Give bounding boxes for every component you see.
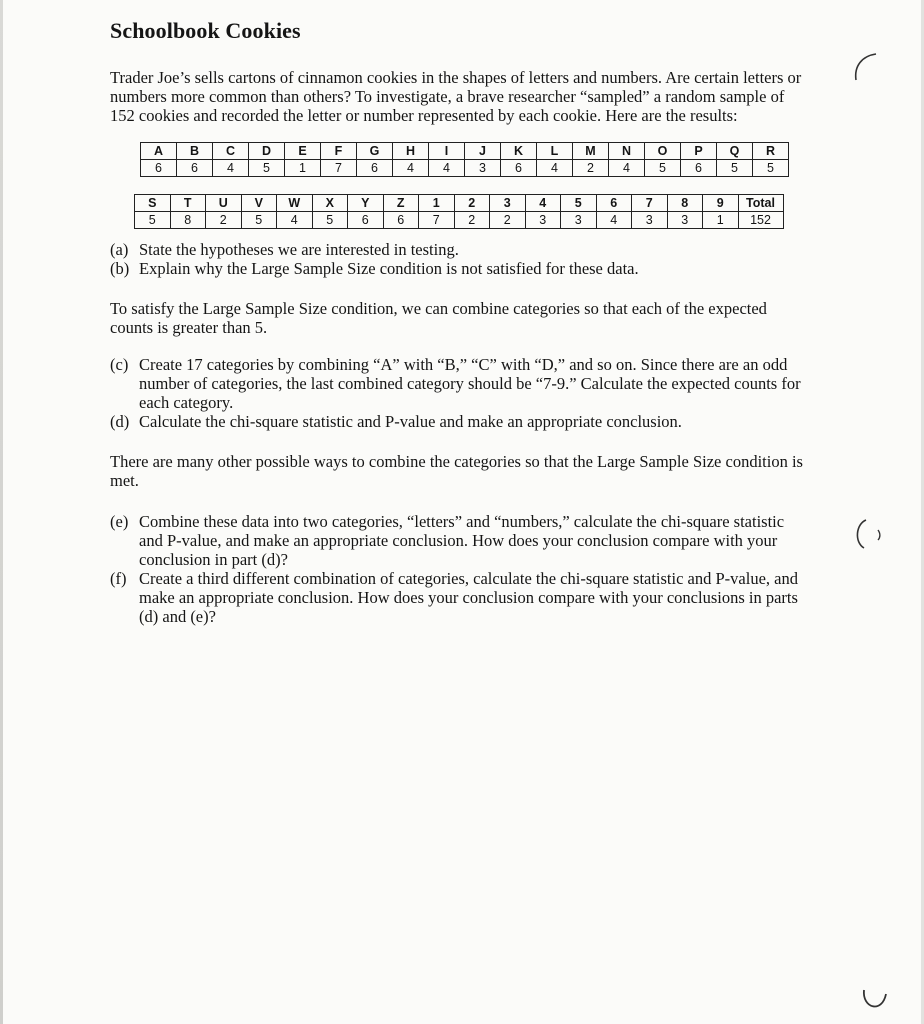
table-value-cell: 3 xyxy=(525,212,561,229)
table-value-cell: 5 xyxy=(312,212,348,229)
question-d xyxy=(110,412,810,431)
table-value-cell: 4 xyxy=(609,160,645,177)
table-header-cell: S xyxy=(135,195,171,212)
question-label: (a) xyxy=(110,240,129,259)
table-value-cell: 3 xyxy=(632,212,668,229)
question-label: (d) xyxy=(110,412,130,431)
table-header-cell: U xyxy=(206,195,242,212)
table-value-row xyxy=(141,160,789,177)
table-value-cell: 4 xyxy=(596,212,632,229)
table-header-cell: R xyxy=(753,143,789,160)
table-value-cell: 5 xyxy=(249,160,285,177)
table-header-cell: M xyxy=(573,143,609,160)
question-c xyxy=(110,355,810,412)
table-value-cell: 152 xyxy=(738,212,783,229)
table-header-cell: 7 xyxy=(632,195,668,212)
table-header-cell: B xyxy=(177,143,213,160)
table-value-cell: 3 xyxy=(667,212,703,229)
table-value-cell: 6 xyxy=(383,212,419,229)
intro-paragraph: Trader Joe’s sells cartons of cinnamon cookies in the shapes of letters and numbers. Are certain letters or numbers more common than others? To investigate, a brave researcher “sampled” a random sample of 152 cookies and recorded the letter or number represented by each cookie. Here are the results: xyxy=(110,68,802,125)
table-header-cell: N xyxy=(609,143,645,160)
table-value-cell: 6 xyxy=(501,160,537,177)
table-value-cell: 5 xyxy=(717,160,753,177)
table-header-cell: 6 xyxy=(596,195,632,212)
letter-number-count-table-2 xyxy=(134,194,784,229)
question-label: (c) xyxy=(110,355,129,374)
question-label: (b) xyxy=(110,259,130,278)
question-b xyxy=(110,259,810,278)
table-header-row xyxy=(135,195,784,212)
table-value-cell: 7 xyxy=(321,160,357,177)
table-value-cell: 5 xyxy=(753,160,789,177)
table-value-cell: 4 xyxy=(277,212,313,229)
table-header-cell: Total xyxy=(738,195,783,212)
table-value-cell: 4 xyxy=(213,160,249,177)
table-value-cell: 5 xyxy=(645,160,681,177)
table-header-cell: J xyxy=(465,143,501,160)
table-value-cell: 6 xyxy=(177,160,213,177)
table-header-cell: T xyxy=(170,195,206,212)
question-text: Create a third different combination of categories, calculate the chi-square statistic and P-value, and make an appropriate conclusion. How does your conclusion compare with your conclusions in parts (d) and (e)? xyxy=(139,569,798,626)
table-value-row xyxy=(135,212,784,229)
table-value-cell: 2 xyxy=(206,212,242,229)
table-header-cell: Z xyxy=(383,195,419,212)
table-value-cell: 2 xyxy=(490,212,526,229)
question-text: Combine these data into two categories, “letters” and “numbers,” calculate the chi-square statistic and P-value, and make an appropriate conclusion. How does your conclusion compare with your conclusion in part (d)? xyxy=(139,512,785,569)
table-value-cell: 6 xyxy=(348,212,384,229)
table-value-cell: 8 xyxy=(170,212,206,229)
question-a xyxy=(110,240,810,259)
table-header-cell: P xyxy=(681,143,717,160)
table-value-cell: 4 xyxy=(429,160,465,177)
table-header-cell: K xyxy=(501,143,537,160)
questions-ef xyxy=(110,512,810,626)
table-value-cell: 6 xyxy=(681,160,717,177)
table-header-cell: 8 xyxy=(667,195,703,212)
table-value-cell: 3 xyxy=(465,160,501,177)
table-header-cell: O xyxy=(645,143,681,160)
table-value-cell: 4 xyxy=(393,160,429,177)
question-e xyxy=(110,512,810,569)
table-header-cell: L xyxy=(537,143,573,160)
table-header-row xyxy=(141,143,789,160)
table-header-cell: 4 xyxy=(525,195,561,212)
page-title: Schoolbook Cookies xyxy=(110,18,301,43)
table-header-cell: Q xyxy=(717,143,753,160)
combine-paragraph: To satisfy the Large Sample Size condition, we can combine categories so that each of the expected counts is greater than 5. xyxy=(110,299,767,337)
question-text: Calculate the chi-square statistic and P-value and make an appropriate conclusion. xyxy=(139,412,682,431)
table-value-cell: 2 xyxy=(573,160,609,177)
table-header-cell: V xyxy=(241,195,277,212)
other-ways-paragraph: There are many other possible ways to combine the categories so that the Large Sample Size condition is met. xyxy=(110,452,803,490)
document-page xyxy=(110,18,810,626)
table-header-cell: 9 xyxy=(703,195,739,212)
page-left-edge xyxy=(0,0,3,1024)
question-text: Explain why the Large Sample Size condition is not satisfied for these data. xyxy=(139,259,639,278)
question-label: (e) xyxy=(110,512,129,531)
table-value-cell: 5 xyxy=(241,212,277,229)
table-header-cell: D xyxy=(249,143,285,160)
table-header-cell: G xyxy=(357,143,393,160)
table-value-cell: 4 xyxy=(537,160,573,177)
table-value-cell: 3 xyxy=(561,212,597,229)
questions-cd xyxy=(110,355,810,431)
table-header-cell: H xyxy=(393,143,429,160)
table-value-cell: 6 xyxy=(357,160,393,177)
binder-hole-mark-top xyxy=(846,50,886,90)
question-text: State the hypotheses we are interested in testing. xyxy=(139,240,459,259)
question-text: Create 17 categories by combining “A” with “B,” “C” with “D,” and so on. Since there are an odd number of categories, the last combined category should be “7-9.” Calculate the expected counts for each category. xyxy=(139,355,801,412)
table-value-cell: 2 xyxy=(454,212,490,229)
binder-hole-mark-bottom xyxy=(856,980,896,1020)
table-header-cell: W xyxy=(277,195,313,212)
letter-count-table-1 xyxy=(140,142,789,177)
table-header-cell: 2 xyxy=(454,195,490,212)
table-value-cell: 1 xyxy=(703,212,739,229)
question-label: (f) xyxy=(110,569,127,588)
table-header-cell: X xyxy=(312,195,348,212)
table-header-cell: C xyxy=(213,143,249,160)
table-header-cell: 5 xyxy=(561,195,597,212)
binder-hole-mark-middle xyxy=(848,516,888,556)
table-header-cell: 1 xyxy=(419,195,455,212)
table-header-cell: Y xyxy=(348,195,384,212)
table-header-cell: 3 xyxy=(490,195,526,212)
table-header-cell: I xyxy=(429,143,465,160)
table-header-cell: E xyxy=(285,143,321,160)
table-value-cell: 1 xyxy=(285,160,321,177)
table-value-cell: 5 xyxy=(135,212,171,229)
table-value-cell: 6 xyxy=(141,160,177,177)
table-header-cell: A xyxy=(141,143,177,160)
questions-ab xyxy=(110,240,810,278)
table-header-cell: F xyxy=(321,143,357,160)
table-value-cell: 7 xyxy=(419,212,455,229)
question-f xyxy=(110,569,810,626)
